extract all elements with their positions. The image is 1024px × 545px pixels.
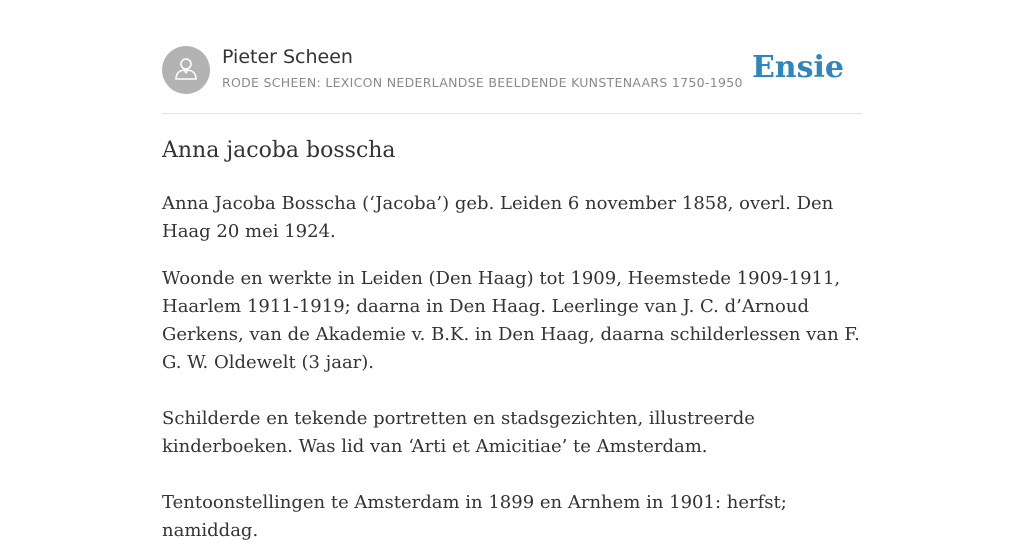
page-title: Anna jacoba bosscha xyxy=(162,138,396,163)
header-divider xyxy=(162,113,862,114)
paragraph-break xyxy=(162,377,862,405)
paragraph: Schilderde en tekende portretten en stadsgezichten, illustreerde kinderboeken. Was lid van ‘Arti et Amicitiae’ te Amsterdam. xyxy=(162,408,755,457)
article-body xyxy=(162,190,862,545)
author-name[interactable]: Pieter Scheen xyxy=(222,46,353,68)
ensie-logo[interactable]: Ensie xyxy=(751,50,844,85)
paragraph: Woonde en werkte in Leiden (Den Haag) tot 1909, Heemstede 1909-1911, Haarlem 1911-1919; daarna in Den Haag. Leerlinge van J. C. d’Arnoud Gerkens, van de Akademie v. B.K. in Den Haag, daarna schilderlessen van F. G. W. Oldewelt (3 jaar). xyxy=(162,268,860,373)
article-header xyxy=(162,46,862,96)
avatar[interactable] xyxy=(162,46,210,94)
source-label[interactable]: RODE SCHEEN: LEXICON NEDERLANDSE BEELDENDE KUNSTENAARS 1750-1950 xyxy=(222,75,743,90)
paragraph-break xyxy=(162,461,862,489)
paragraph: Tentoonstellingen te Amsterdam in 1899 en Arnhem in 1901: herfst; namiddag. xyxy=(162,492,787,541)
paragraph: Anna Jacoba Bosscha (‘Jacoba’) geb. Leiden 6 november 1858, overl. Den Haag 20 mei 1924. xyxy=(162,193,834,242)
user-icon xyxy=(172,54,200,87)
